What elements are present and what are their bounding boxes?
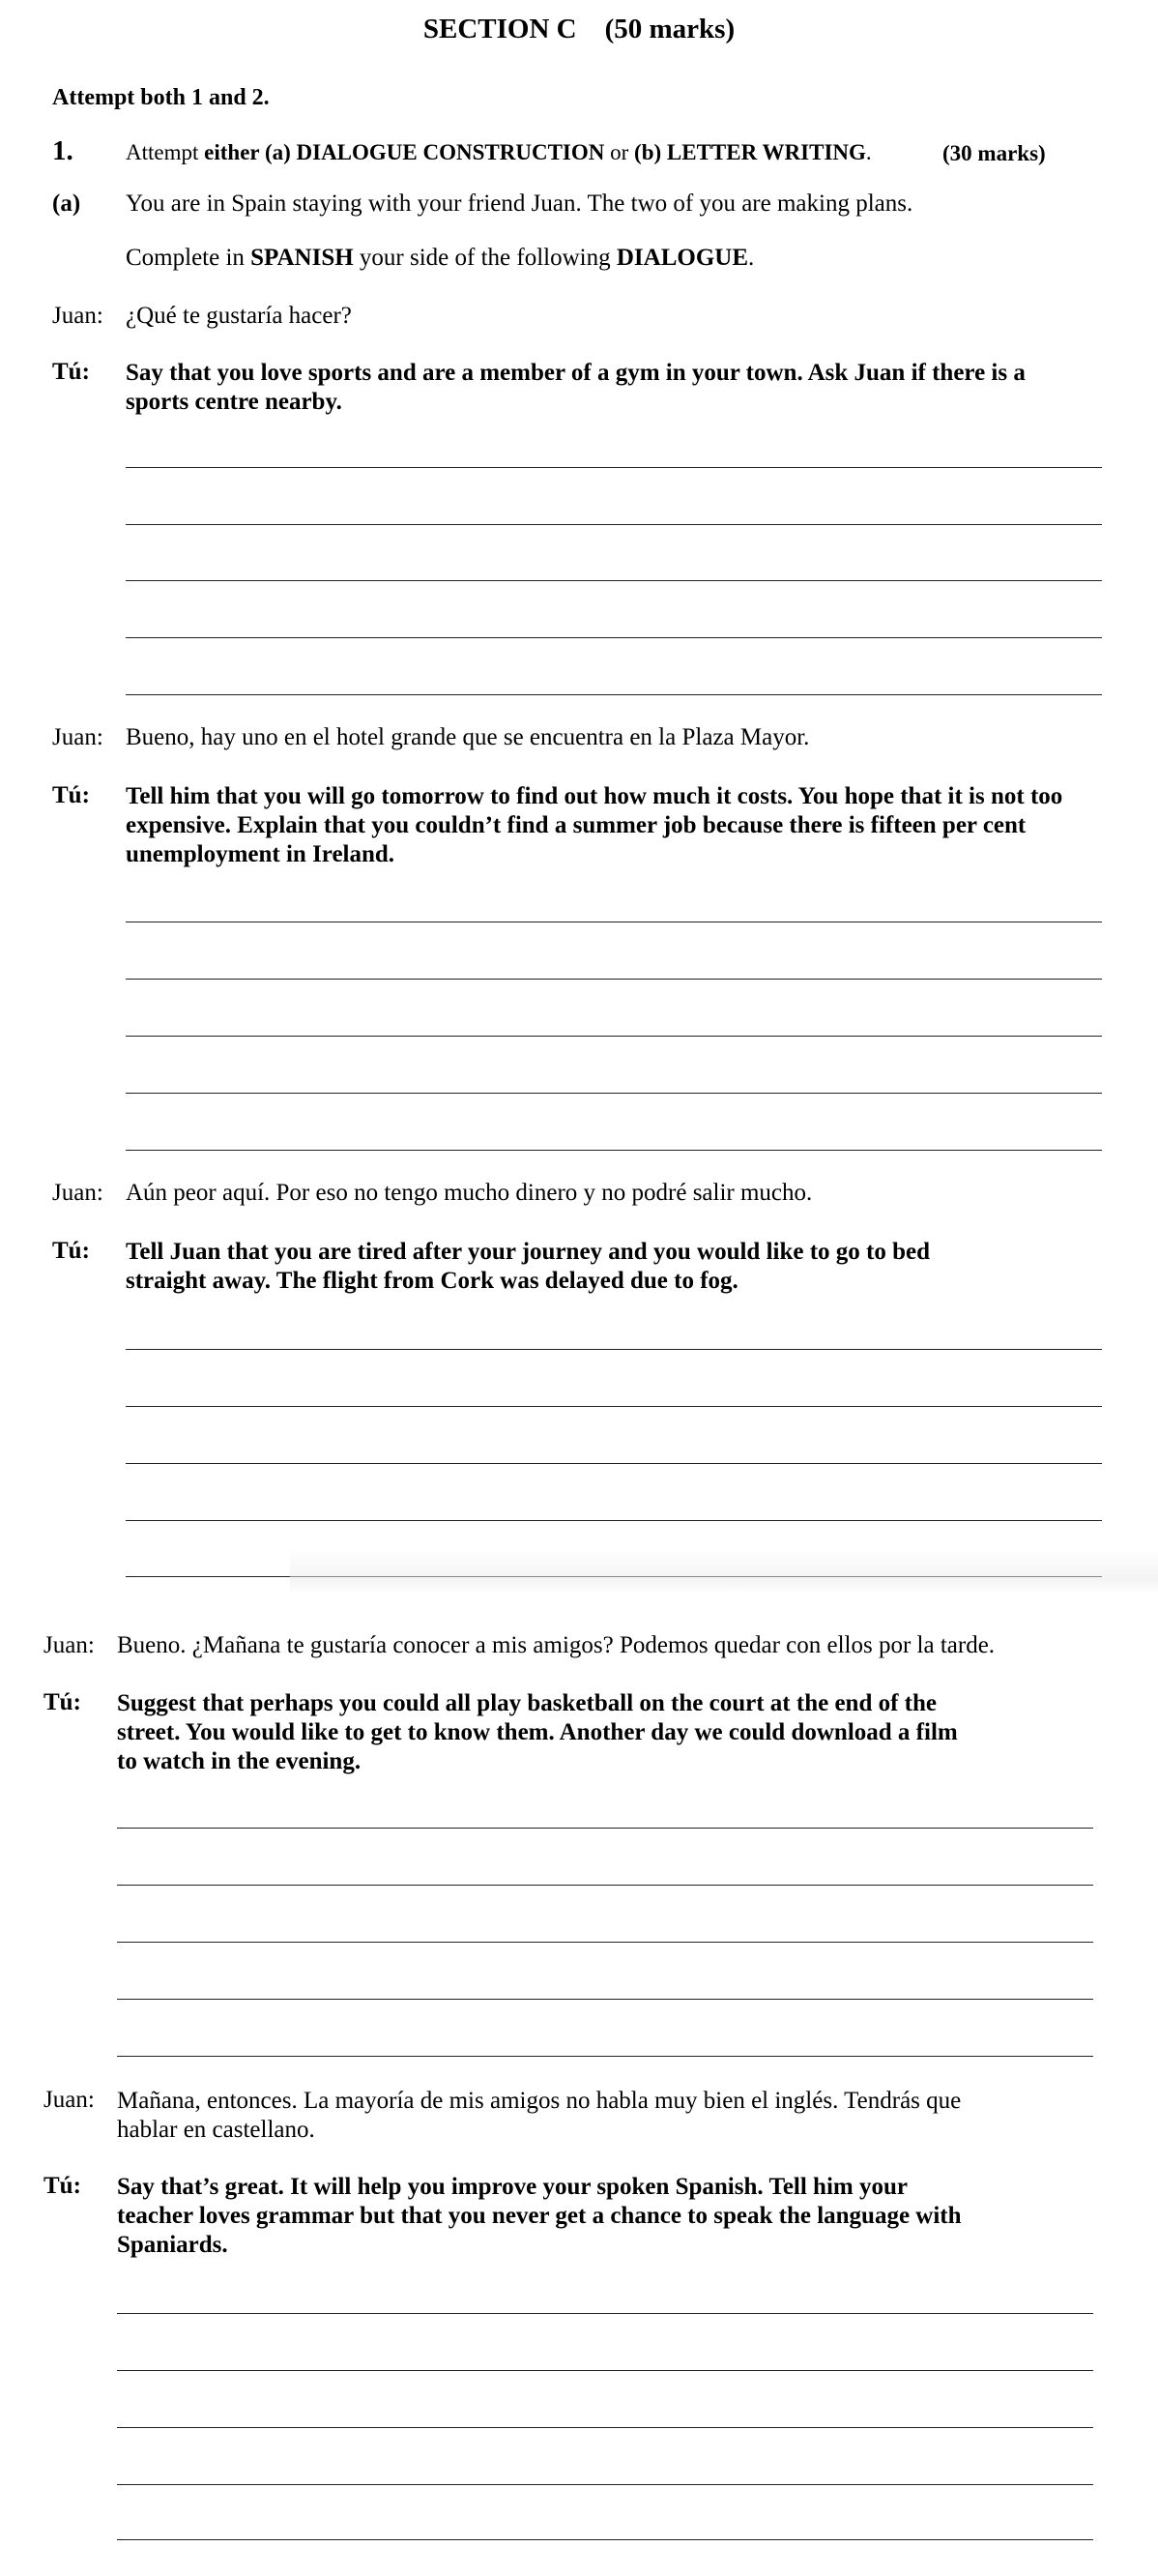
juan-line: ¿Qué te gustaría hacer? bbox=[126, 303, 352, 329]
answer-line[interactable] bbox=[117, 1942, 1093, 1943]
tu-label: Tú: bbox=[52, 1238, 90, 1264]
answer-line[interactable] bbox=[126, 580, 1102, 581]
answer-line[interactable] bbox=[117, 2484, 1093, 2485]
part-label: (a) bbox=[52, 190, 81, 217]
answer-line[interactable] bbox=[126, 1036, 1102, 1037]
prompt-line: expensive. Explain that you couldn’t find a summer job because there is fifteen per cent bbox=[126, 812, 1027, 838]
answer-line[interactable] bbox=[117, 1828, 1093, 1829]
tu-prompt bbox=[126, 782, 1062, 869]
tu-label: Tú: bbox=[52, 359, 90, 385]
answer-line[interactable] bbox=[117, 2427, 1093, 2428]
section-title: SECTION C (50 marks) bbox=[422, 14, 736, 44]
juan-label: Juan: bbox=[52, 303, 103, 329]
complete-pre: Complete in bbox=[126, 245, 245, 271]
complete-mid: your side of the following bbox=[359, 245, 611, 271]
prompt-line: Say that you love sports and are a member of a gym in your town. Ask Juan if there is a bbox=[126, 360, 1026, 386]
answer-line[interactable] bbox=[126, 694, 1102, 695]
juan-lines bbox=[117, 2087, 961, 2145]
heading-period: . bbox=[865, 140, 872, 164]
scenario-text: You are in Spain staying with your friend Juan. The two of you are making plans. bbox=[126, 190, 913, 217]
answer-line[interactable] bbox=[126, 637, 1102, 638]
juan-label: Juan: bbox=[43, 2087, 95, 2113]
complete-word: DIALOGUE bbox=[616, 245, 748, 271]
answer-line[interactable] bbox=[126, 1349, 1102, 1350]
or-text: or bbox=[610, 140, 629, 164]
answer-line[interactable] bbox=[126, 524, 1102, 525]
prompt-line: to watch in the evening. bbox=[117, 1748, 362, 1774]
complete-language: SPANISH bbox=[250, 245, 354, 271]
answer-line[interactable] bbox=[117, 1999, 1093, 2000]
prompt-line: Tell Juan that you are tired after your journey and you would like to go to bed bbox=[126, 1239, 931, 1265]
answer-line[interactable] bbox=[117, 2056, 1093, 2057]
prompt-line: Suggest that perhaps you could all play basketball on the court at the end of the bbox=[117, 1690, 937, 1716]
page-shadow bbox=[290, 1547, 1158, 1594]
either-option: either (a) DIALOGUE CONSTRUCTION bbox=[204, 140, 605, 164]
juan-line: Aún peor aquí. Por eso no tengo mucho dinero y no podré salir mucho. bbox=[126, 1180, 813, 1206]
prompt-line: unemployment in Ireland. bbox=[126, 841, 395, 867]
tu-prompt bbox=[117, 1689, 958, 1776]
juan-line: hablar en castellano. bbox=[117, 2117, 315, 2143]
question-marks: (30 marks) bbox=[942, 141, 1046, 165]
answer-line[interactable] bbox=[117, 2370, 1093, 2371]
complete-post: . bbox=[748, 245, 755, 271]
juan-label: Juan: bbox=[43, 1632, 95, 1658]
complete-instruction bbox=[126, 245, 754, 272]
answer-line[interactable] bbox=[126, 1463, 1102, 1464]
answer-line[interactable] bbox=[126, 1150, 1102, 1151]
answer-line[interactable] bbox=[117, 2539, 1093, 2540]
tu-label: Tú: bbox=[43, 2173, 81, 2199]
answer-line[interactable] bbox=[117, 2313, 1093, 2314]
juan-label: Juan: bbox=[52, 724, 103, 750]
answer-line[interactable] bbox=[126, 979, 1102, 980]
prompt-line: street. You would like to get to know them. Another day we could download a film bbox=[117, 1719, 958, 1745]
answer-line[interactable] bbox=[126, 1406, 1102, 1407]
juan-line: Bueno. ¿Mañana te gustaría conocer a mis amigos? Podemos quedar con ellos por la tarde. bbox=[117, 1632, 996, 1658]
prompt-line: Tell him that you will go tomorrow to find out how much it costs. You hope that it is not too bbox=[126, 783, 1063, 809]
prompt-line: Spaniards. bbox=[117, 2232, 228, 2258]
tu-prompt bbox=[117, 2173, 962, 2260]
question-number: 1. bbox=[52, 135, 73, 166]
tu-label: Tú: bbox=[52, 782, 90, 808]
answer-line[interactable] bbox=[117, 1885, 1093, 1886]
tu-prompt bbox=[126, 359, 1026, 417]
prompt-line: straight away. The flight from Cork was delayed due to fog. bbox=[126, 1268, 738, 1294]
answer-line[interactable] bbox=[126, 467, 1102, 468]
juan-label: Juan: bbox=[52, 1180, 103, 1206]
answer-line[interactable] bbox=[126, 1520, 1102, 1521]
attempt-text: Attempt bbox=[126, 140, 199, 164]
instruction: Attempt both 1 and 2. bbox=[52, 85, 270, 110]
answer-line[interactable] bbox=[126, 1093, 1102, 1094]
question-1-heading bbox=[126, 140, 872, 165]
tu-label: Tú: bbox=[43, 1689, 81, 1715]
prompt-line: teacher loves grammar but that you never get a chance to speak the language with bbox=[117, 2203, 962, 2229]
letter-option: (b) LETTER WRITING bbox=[634, 140, 866, 164]
tu-prompt bbox=[126, 1238, 930, 1296]
juan-line: Mañana, entonces. La mayoría de mis amigos no habla muy bien el inglés. Tendrás que bbox=[117, 2088, 962, 2114]
prompt-line: Say that’s great. It will help you improve your spoken Spanish. Tell him your bbox=[117, 2174, 908, 2200]
prompt-line: sports centre nearby. bbox=[126, 389, 342, 415]
juan-line: Bueno, hay uno en el hotel grande que se encuentra en la Plaza Mayor. bbox=[126, 724, 810, 750]
